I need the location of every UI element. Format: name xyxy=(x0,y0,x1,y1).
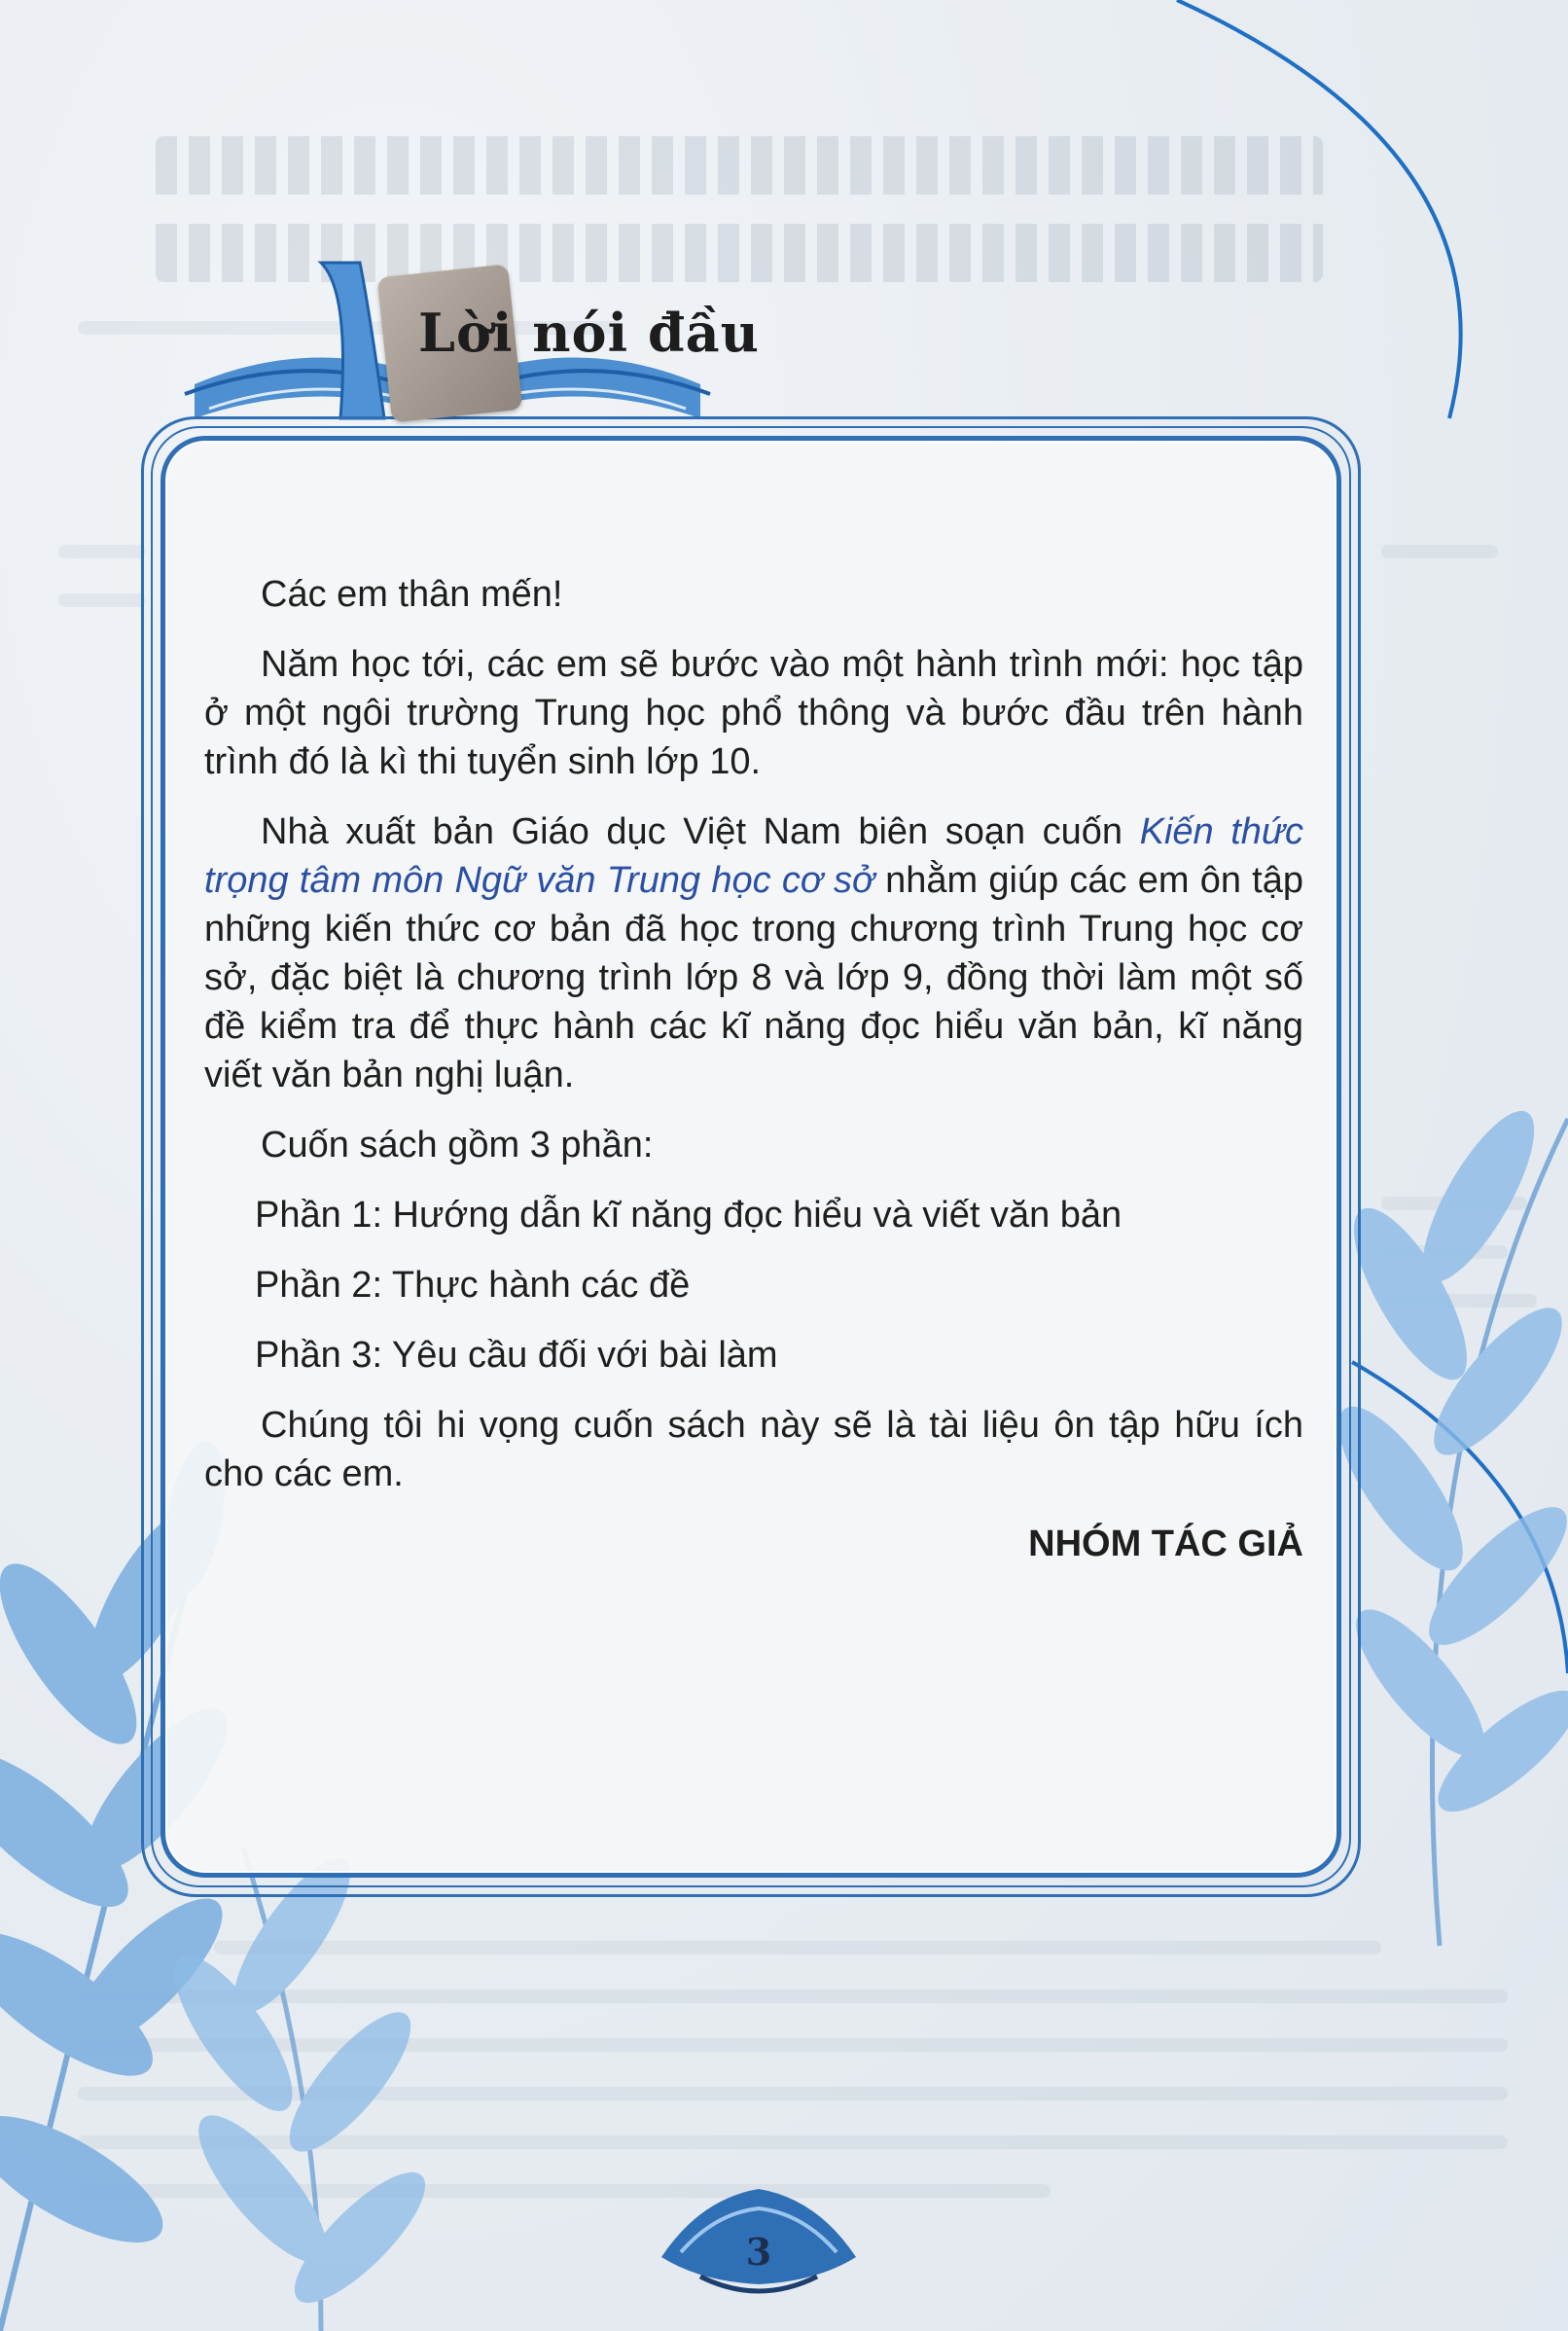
part-3: Phần 3: Yêu cầu đối với bài làm xyxy=(255,1335,778,1376)
page-title: Lời nói đầu xyxy=(418,302,760,364)
decorative-arc-top xyxy=(1177,0,1461,418)
page-number: 3 xyxy=(745,2230,772,2274)
paragraph-2 xyxy=(204,807,1303,1099)
structure-intro: Cuốn sách gồm 3 phần: xyxy=(261,1125,654,1166)
preface-body xyxy=(204,570,1303,1568)
paragraph-1: Năm học tới, các em sẽ bước vào một hành trình mới: học tập ở một ngôi trường Trung học phổ thông và bước đầu trên hành trình đó là kì thi tuyển sinh lớp 10. xyxy=(204,644,1303,782)
greeting: Các em thân mến! xyxy=(261,574,563,615)
paragraph-2-end: nhằm giúp các em ôn tập những kiến thức cơ bản đã học trong chương trình Trung học cơ sở, đặc biệt là chương trình lớp 8 và lớp 9, đồng thời làm một số đề kiểm tra để thực hành các kĩ năng đọc hiểu văn bản, kĩ năng viết văn bản nghị luận. xyxy=(204,860,1303,1095)
part-1: Phần 1: Hướng dẫn kĩ năng đọc hiểu và viết văn bản xyxy=(255,1195,1123,1236)
closing-paragraph: Chúng tôi hi vọng cuốn sách này sẽ là tài liệu ôn tập hữu ích cho các em. xyxy=(204,1405,1303,1494)
signature: NHÓM TÁC GIẢ xyxy=(1028,1524,1303,1564)
book-title: Kiến thức trọng tâm môn Ngữ văn Trung học cơ sở xyxy=(204,811,1304,901)
paragraph-2-start: Nhà xuất bản Giáo dục Việt Nam biên soạn cuốn xyxy=(261,811,1140,852)
part-2: Phần 2: Thực hành các đề xyxy=(255,1265,691,1306)
